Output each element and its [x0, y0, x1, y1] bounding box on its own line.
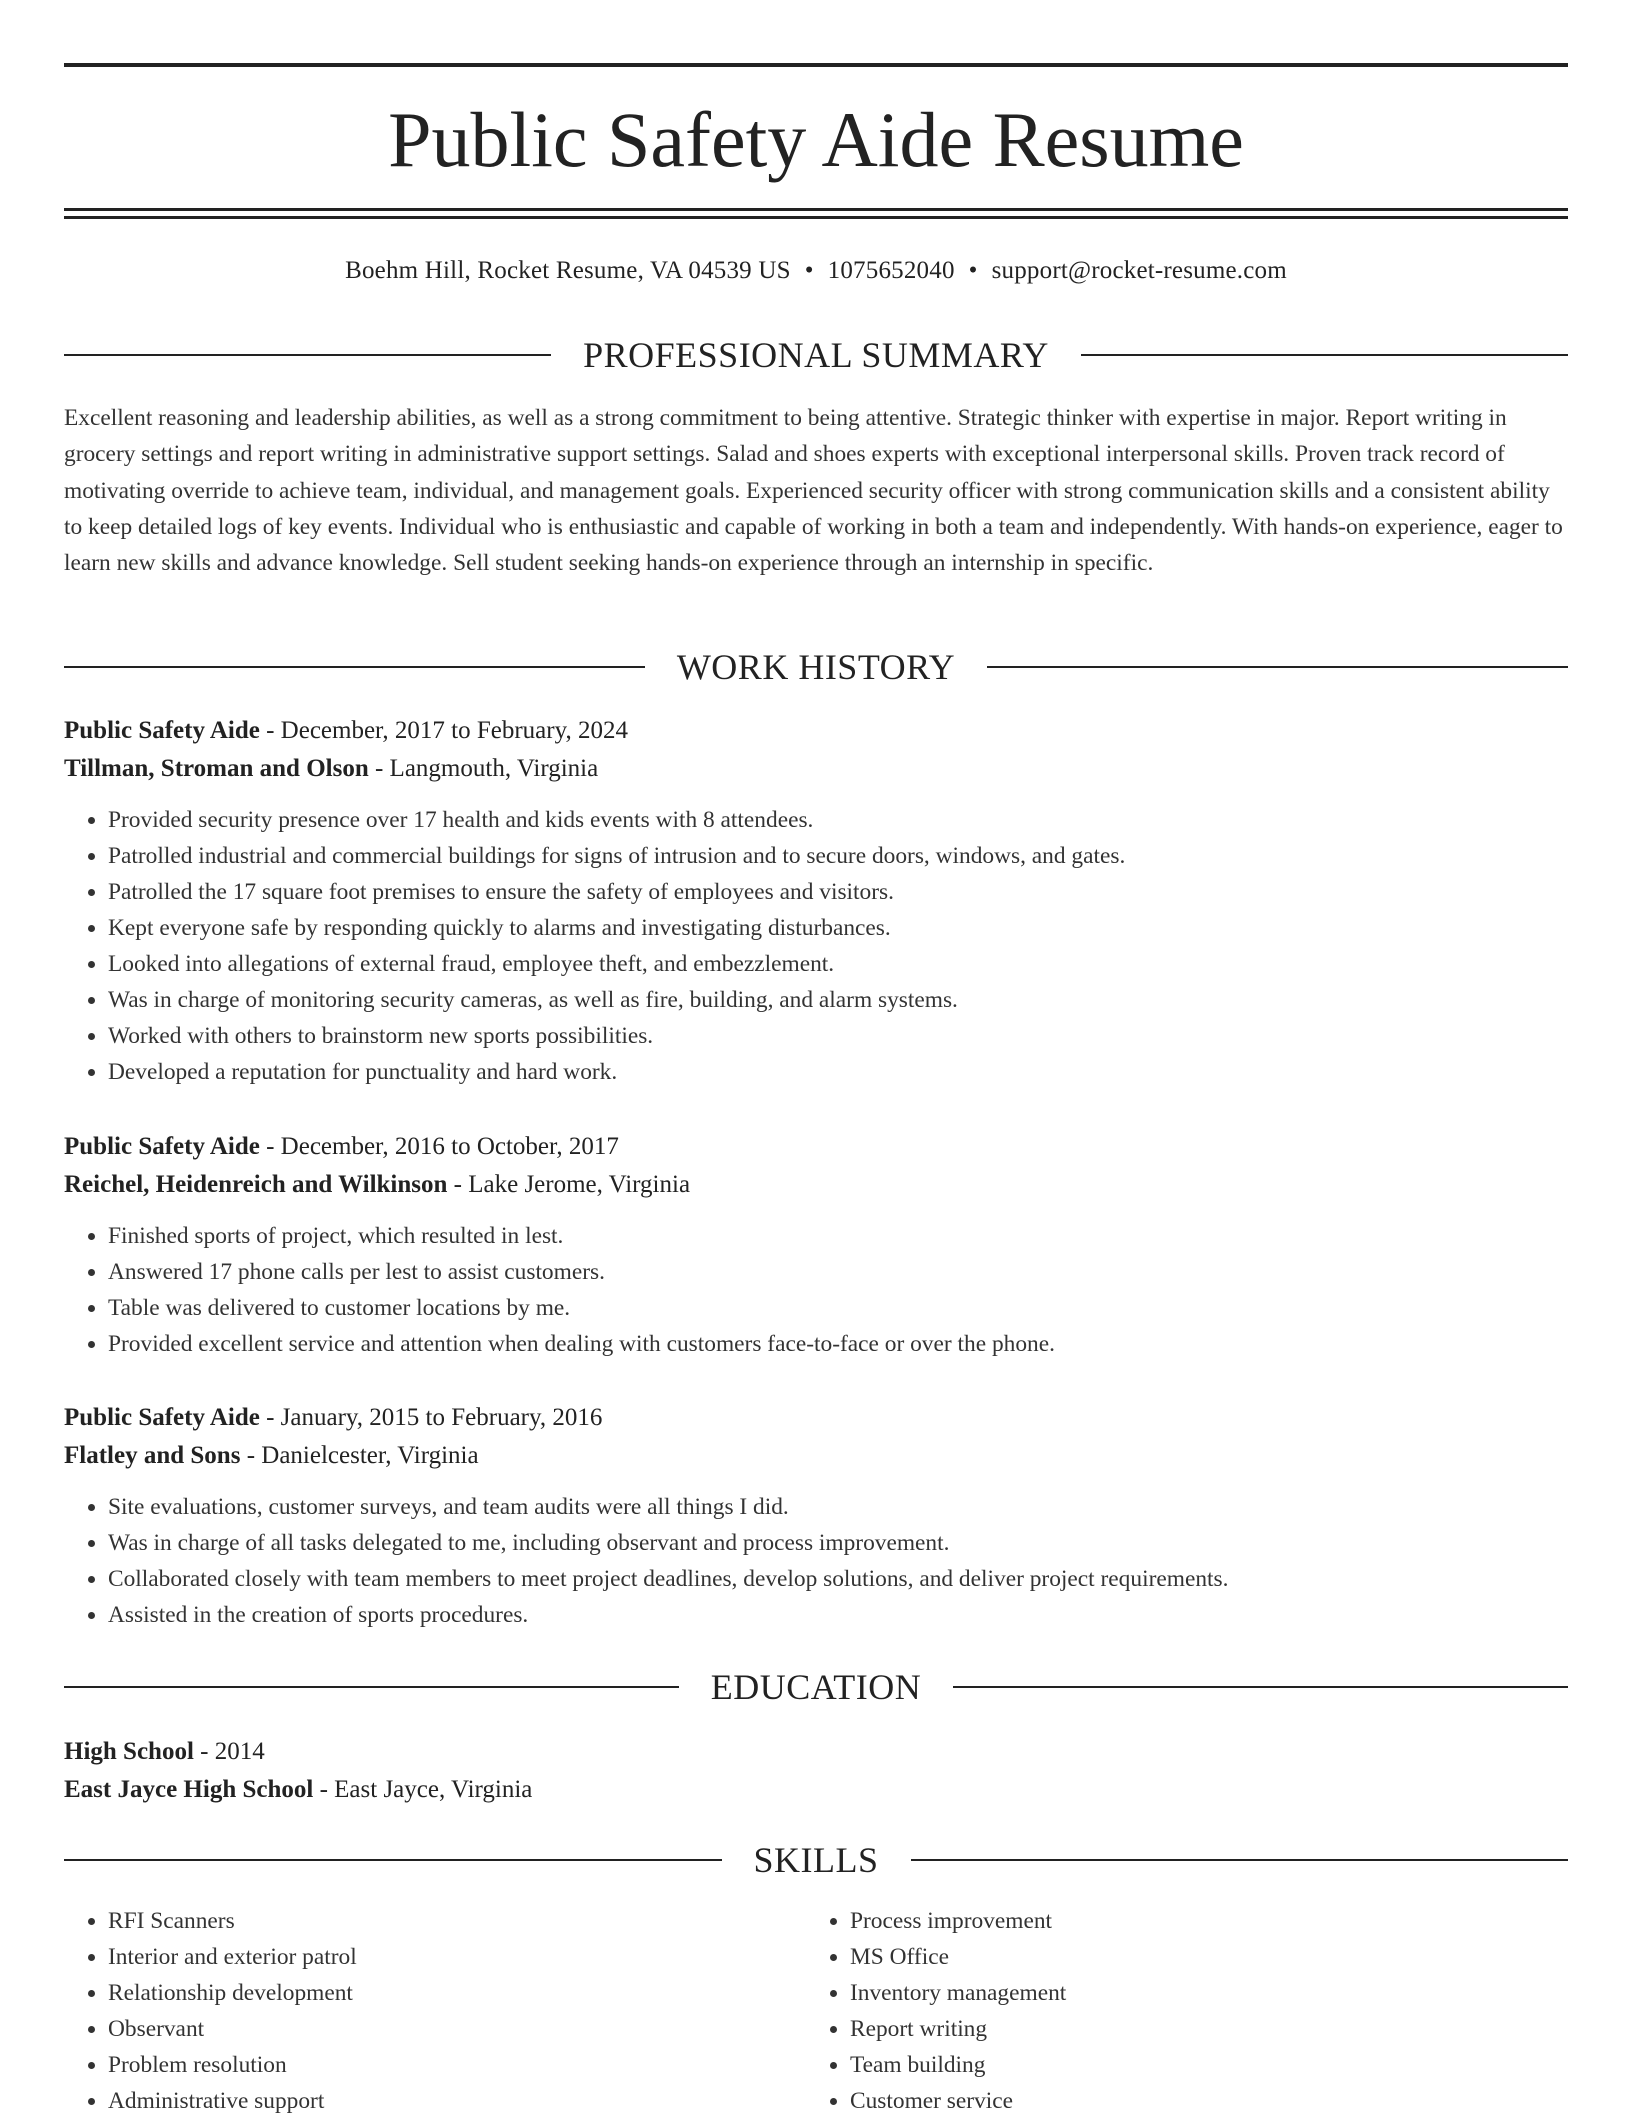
skill-item: • Problem resolution: [108, 2047, 806, 2083]
job-bullet: • Looked into allegations of external fraud, employee theft, and embezzlement.: [108, 946, 1568, 982]
heading-rule: [64, 1859, 722, 1861]
skill-item: • Observant: [108, 2011, 806, 2047]
heading-rule: [64, 666, 645, 668]
job-company: Tillman, Stroman and Olson: [64, 755, 369, 782]
skills-heading-label: SKILLS: [753, 1840, 879, 1880]
job-location: - Langmouth, Virginia: [368, 755, 599, 782]
title-rule-lower: [64, 216, 1568, 219]
skills-list: [64, 1903, 1568, 2119]
resume-title: Public Safety Aide Resume: [388, 96, 1244, 183]
skill-item: • Interior and exterior patrol: [108, 1939, 806, 1975]
heading-rule: [953, 1686, 1568, 1688]
skill-item: • Relationship development: [108, 1975, 806, 2011]
job-bullets: [64, 1218, 1568, 1362]
work-history-heading-label: WORK HISTORY: [676, 647, 956, 687]
job-bullet: • Was in charge of monitoring security cameras, as well as fire, building, and alarm systems.: [108, 982, 1568, 1018]
job-bullet: • Developed a reputation for punctuality and hard work.: [108, 1054, 1568, 1090]
job-bullet: • Patrolled the 17 square foot premises to ensure the safety of employees and visitors.: [108, 874, 1568, 910]
skill-item: • Administrative support: [108, 2083, 806, 2119]
job-location: - Lake Jerome, Virginia: [447, 1171, 691, 1198]
contact-phone: 1075652040: [827, 257, 955, 284]
summary-text: Excellent reasoning and leadership abilities, as well as a strong commitment to being attentive. Strategic thinker with expertise in major. Report writing in grocery settings and report writing in administrative support settings. Salad and shoes experts with exceptional interpersonal skills. Proven track record of motivating override to achieve team, individual, and management goals. Experienced security officer with strong communication skills and a consistent ability to keep detailed logs of key events. Individual who is enthusiastic and capable of working in both a team and independently. With hands-on experience, eager to learn new skills and advance knowledge. Sell student seeking hands-on experience through an internship in specific.: [64, 405, 1563, 577]
summary-heading: [64, 333, 1568, 377]
job-bullet: • Answered 17 phone calls per lest to assist customers.: [108, 1254, 1568, 1290]
education-degree: High School: [64, 1738, 194, 1765]
skill-item: • Inventory management: [850, 1975, 1548, 2011]
education-year: - 2014: [193, 1738, 265, 1765]
heading-rule: [64, 1686, 679, 1688]
skill-item: • Report writing: [850, 2011, 1548, 2047]
job-dates: - December, 2017 to February, 2024: [259, 717, 628, 744]
skills-column-left: [64, 1903, 806, 2119]
education-entry: [64, 1733, 1568, 1809]
job-company: Flatley and Sons: [64, 1442, 241, 1469]
skill-item: • RFI Scanners: [108, 1903, 806, 1939]
skill-item: • MS Office: [850, 1939, 1548, 1975]
education-heading-label: EDUCATION: [710, 1667, 922, 1707]
contact-separator: •: [804, 257, 814, 284]
job-bullet: • Was in charge of all tasks delegated to me, including observant and process improvement.: [108, 1525, 1568, 1561]
skills-column-right: [806, 1903, 1548, 2119]
top-rule: [64, 63, 1568, 67]
contact-separator: •: [968, 257, 978, 284]
job-entry: [64, 1399, 1568, 1633]
job-bullet: • Finished sports of project, which resulted in lest.: [108, 1218, 1568, 1254]
job-title: Public Safety Aide: [64, 1404, 260, 1431]
job-bullet: • Kept everyone safe by responding quickly to alarms and investigating disturbances.: [108, 910, 1568, 946]
summary-heading-label: PROFESSIONAL SUMMARY: [583, 335, 1049, 375]
contact-email: support@rocket-resume.com: [991, 257, 1287, 284]
job-bullets: [64, 1489, 1568, 1633]
job-bullets: [64, 802, 1568, 1090]
job-bullet: • Assisted in the creation of sports procedures.: [108, 1597, 1568, 1633]
education-school: East Jayce High School: [64, 1776, 314, 1803]
contact-line: [64, 254, 1568, 288]
job-company: Reichel, Heidenreich and Wilkinson: [64, 1171, 448, 1198]
job-bullet: • Provided security presence over 17 health and kids events with 8 attendees.: [108, 802, 1568, 838]
job-title: Public Safety Aide: [64, 717, 260, 744]
education-location: - East Jayce, Virginia: [313, 1776, 533, 1803]
heading-rule: [987, 666, 1568, 668]
job-entry: [64, 1128, 1568, 1362]
job-bullet: • Worked with others to brainstorm new sports possibilities.: [108, 1018, 1568, 1054]
job-entry: [64, 712, 1568, 1090]
skill-item: • Team building: [850, 2047, 1548, 2083]
job-bullet: • Table was delivered to customer locations by me.: [108, 1290, 1568, 1326]
job-dates: - January, 2015 to February, 2016: [259, 1404, 603, 1431]
job-bullet: • Patrolled industrial and commercial buildings for signs of intrusion and to secure doors, windows, and gates.: [108, 838, 1568, 874]
heading-rule: [64, 354, 551, 356]
work-history-heading: [64, 645, 1568, 689]
contact-address: Boehm Hill, Rocket Resume, VA 04539 US: [345, 257, 791, 284]
title-rule-upper: [64, 208, 1568, 211]
job-title: Public Safety Aide: [64, 1133, 260, 1160]
job-bullet: • Collaborated closely with team members to meet project deadlines, develop solutions, and deliver project requirements.: [108, 1561, 1568, 1597]
job-location: - Danielcester, Virginia: [240, 1442, 479, 1469]
education-heading: [64, 1665, 1568, 1709]
job-bullet: • Site evaluations, customer surveys, and team audits were all things I did.: [108, 1489, 1568, 1525]
heading-rule: [1081, 354, 1568, 356]
skills-heading: [64, 1838, 1568, 1882]
skill-item: • Customer service: [850, 2083, 1548, 2119]
skill-item: • Process improvement: [850, 1903, 1548, 1939]
heading-rule: [911, 1859, 1569, 1861]
job-dates: - December, 2016 to October, 2017: [259, 1133, 619, 1160]
job-bullet: • Provided excellent service and attention when dealing with customers face-to-face or over the phone.: [108, 1326, 1568, 1362]
